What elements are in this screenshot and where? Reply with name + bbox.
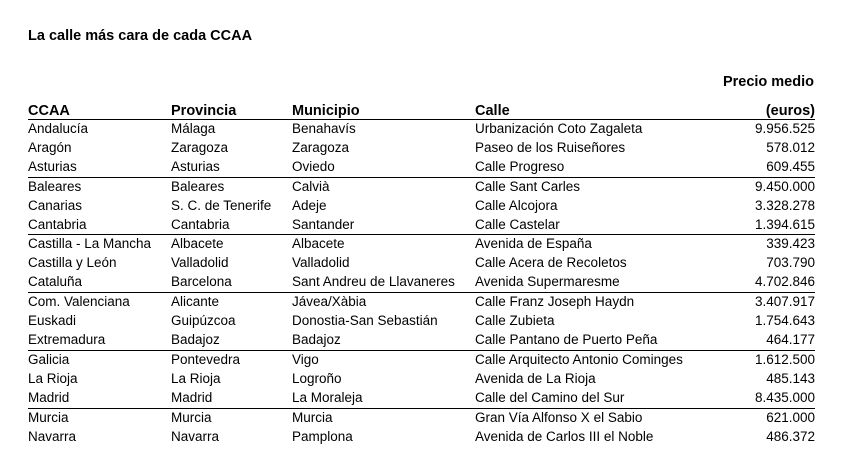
table-row (28, 197, 815, 216)
table-row (28, 312, 815, 331)
table-row (28, 177, 815, 196)
table-row (28, 350, 815, 369)
cell-ccaa: Baleares (28, 178, 82, 194)
cell-provincia: Asturias (171, 158, 292, 177)
table-row (28, 370, 815, 389)
cell-calle: Calle Alcojora (475, 197, 558, 213)
table-body (28, 120, 815, 447)
cell-provincia: Pontevedra (171, 351, 241, 367)
price-header-line1: Precio medio (722, 74, 814, 90)
cell-calle: Avenida de La Rioja (475, 370, 596, 386)
table-row (28, 293, 815, 312)
cell-provincia: Albacete (171, 236, 224, 252)
cell-municipio: Murcia (292, 409, 333, 425)
cell-municipio: Badajoz (292, 331, 475, 350)
cell-provincia: Cantabria (171, 216, 292, 235)
cell-provincia: Alicante (171, 294, 220, 310)
cell-municipio: Santander (292, 216, 475, 235)
cell-precio: 9.450.000 (754, 178, 815, 194)
cell-calle: Calle Franz Joseph Haydn (475, 294, 635, 310)
cell-ccaa: Navarra (28, 428, 77, 444)
table-row (28, 389, 815, 408)
cell-precio: 609.455 (715, 158, 815, 177)
cell-calle: Calle Pantano de Puerto Peña (475, 331, 715, 350)
cell-calle: Gran Vía Alfonso X el Sabio (475, 409, 643, 425)
cell-precio: 621.000 (766, 409, 815, 425)
streets-table (28, 97, 815, 446)
cell-municipio: Logroño (292, 370, 342, 386)
table-row (28, 254, 815, 273)
cell-municipio: Jávea/Xàbia (292, 294, 367, 310)
cell-ccaa: Madrid (28, 389, 171, 408)
cell-ccaa: Euskadi (28, 313, 77, 329)
cell-provincia: Murcia (171, 409, 212, 425)
table-row (28, 331, 815, 350)
cell-precio: 1.754.643 (754, 313, 815, 329)
cell-precio: 3.407.917 (754, 294, 815, 310)
cell-municipio: Vigo (292, 351, 319, 367)
table-row (28, 273, 815, 292)
cell-municipio: Oviedo (292, 158, 475, 177)
cell-provincia: Baleares (171, 178, 225, 194)
cell-precio: 464.177 (715, 331, 815, 350)
table-row (28, 120, 815, 139)
cell-ccaa: Asturias (28, 158, 171, 177)
cell-provincia: Zaragoza (171, 139, 229, 155)
cell-precio: 485.143 (766, 370, 815, 386)
cell-provincia: La Rioja (171, 370, 221, 386)
cell-precio: 1.612.500 (754, 351, 815, 367)
table-row (28, 408, 815, 427)
cell-calle: Avenida de Carlos III el Noble (475, 428, 654, 444)
table-row (28, 139, 815, 158)
cell-municipio: Pamplona (292, 428, 353, 444)
cell-municipio: Sant Andreu de Llavaneres (292, 273, 475, 292)
cell-calle: Calle Arquitecto Antonio Cominges (475, 351, 683, 367)
cell-ccaa: Castilla y León (28, 255, 117, 271)
cell-ccaa: Cataluña (28, 273, 171, 292)
cell-calle: Urbanización Coto Zagaleta (475, 121, 643, 136)
cell-municipio: Zaragoza (292, 139, 350, 155)
cell-ccaa: Extremadura (28, 331, 171, 350)
cell-calle: Calle Progreso (475, 158, 715, 177)
table-row (28, 428, 815, 447)
cell-municipio: Valladolid (292, 255, 350, 271)
header-ccaa: CCAA (28, 97, 171, 120)
cell-calle: Calle Castelar (475, 216, 715, 235)
table-row (28, 158, 815, 177)
cell-precio: 9.956.525 (754, 121, 815, 136)
cell-municipio: Adeje (292, 197, 327, 213)
header-row (28, 97, 815, 120)
cell-provincia: Málaga (171, 121, 216, 136)
cell-ccaa: La Rioja (28, 370, 78, 386)
page-title: La calle más cara de cada CCAA (28, 28, 253, 44)
cell-municipio: La Moraleja (292, 389, 475, 408)
cell-ccaa: Aragón (28, 139, 72, 155)
table-row (28, 235, 815, 254)
header-municipio: Municipio (292, 97, 475, 120)
cell-municipio: Benahavís (292, 121, 356, 136)
cell-calle: Avenida Supermaresme (475, 273, 715, 292)
cell-calle: Avenida de España (475, 236, 592, 252)
cell-calle: Calle Acera de Recoletos (475, 255, 627, 271)
cell-provincia: Navarra (171, 428, 220, 444)
cell-calle: Calle del Camino del Sur (475, 389, 715, 408)
cell-ccaa: Andalucía (28, 121, 89, 136)
cell-ccaa: Murcia (28, 409, 69, 425)
cell-ccaa: Galicia (28, 351, 70, 367)
cell-ccaa: Castilla - La Mancha (28, 236, 152, 252)
cell-provincia: S. C. de Tenerife (171, 197, 272, 213)
cell-precio: 3.328.278 (754, 197, 815, 213)
cell-municipio: Albacete (292, 236, 345, 252)
cell-precio: 486.372 (766, 428, 815, 444)
cell-municipio: Donostia-San Sebastián (292, 313, 438, 329)
cell-precio: 703.790 (766, 255, 815, 271)
cell-ccaa: Canarias (28, 197, 83, 213)
cell-precio: 339.423 (766, 236, 815, 252)
cell-calle: Calle Sant Carles (475, 178, 581, 194)
cell-provincia: Barcelona (171, 273, 292, 292)
header-provincia: Provincia (171, 97, 292, 120)
cell-precio: 4.702.846 (715, 273, 815, 292)
cell-precio: 8.435.000 (715, 389, 815, 408)
cell-ccaa: Com. Valenciana (28, 294, 130, 310)
cell-precio: 578.012 (766, 139, 815, 155)
cell-precio: 1.394.615 (715, 216, 815, 235)
cell-provincia: Badajoz (171, 331, 292, 350)
cell-calle: Paseo de los Ruiseñores (475, 139, 626, 155)
cell-provincia: Madrid (171, 389, 292, 408)
cell-provincia: Guipúzcoa (171, 313, 236, 329)
cell-ccaa: Cantabria (28, 216, 171, 235)
cell-calle: Calle Zubieta (475, 313, 555, 329)
cell-provincia: Valladolid (171, 255, 229, 271)
table-row (28, 216, 815, 235)
header-calle: Calle (475, 97, 715, 120)
cell-municipio: Calvià (292, 178, 330, 194)
header-precio: (euros) (715, 97, 815, 120)
